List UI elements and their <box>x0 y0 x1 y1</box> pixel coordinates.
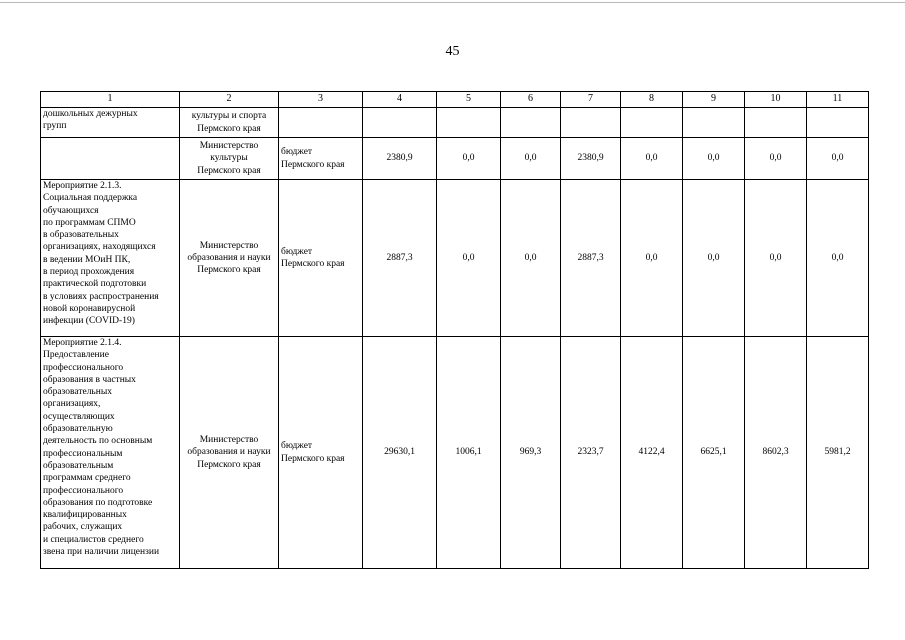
text-line: Министерство <box>199 240 259 251</box>
table-row <box>41 108 869 138</box>
page-number: 45 <box>445 44 460 59</box>
header-row <box>41 92 869 108</box>
text-line: профессиональным <box>43 448 123 459</box>
value-cell: 0,0 <box>683 180 745 337</box>
executor-cell <box>180 180 279 337</box>
text-line: практической подготовки <box>43 279 147 290</box>
text-line: квалифицированных <box>43 510 127 521</box>
table-row <box>41 337 869 569</box>
column-number: 10 <box>745 92 807 108</box>
value-cell: 6625,1 <box>683 337 745 569</box>
text-line: дошкольных дежурных <box>43 109 138 119</box>
column-number: 11 <box>807 92 869 108</box>
text-line: Мероприятие 2.1.4. <box>43 338 122 348</box>
activity-cell <box>41 337 180 569</box>
text-line: Предоставление <box>43 350 109 361</box>
column-number: 5 <box>437 92 501 108</box>
value-cell: 0,0 <box>807 180 869 337</box>
column-number: 3 <box>279 92 363 108</box>
text-line: Пермского края <box>281 159 345 170</box>
text-line: рабочих, служащих <box>43 522 123 533</box>
text-line: образовательную <box>43 424 113 435</box>
text-line: Пермского края <box>281 259 345 269</box>
value-cell <box>501 108 561 138</box>
column-number: 7 <box>561 92 621 108</box>
text-line: Пермского края <box>197 165 261 176</box>
text-line: бюджет <box>281 441 313 452</box>
value-cell: 1006,1 <box>437 337 501 569</box>
executor-cell <box>180 138 279 180</box>
text-line: бюджет <box>281 147 313 158</box>
value-cell: 29630,1 <box>363 337 437 569</box>
text-line: осуществляющих <box>43 411 115 422</box>
text-line: и специалистов среднего <box>43 534 144 545</box>
text-line: инфекции (COVID-19) <box>43 316 135 327</box>
activity-cell <box>41 180 180 337</box>
value-cell: 2380,9 <box>363 138 437 180</box>
value-cell: 0,0 <box>621 138 683 180</box>
value-cell: 0,0 <box>501 180 561 337</box>
executor-cell <box>180 337 279 569</box>
column-number: 6 <box>501 92 561 108</box>
source-cell <box>279 180 363 337</box>
column-number: 1 <box>41 92 180 108</box>
executor-cell <box>180 108 279 138</box>
text-line: в условиях распространения <box>43 291 159 302</box>
value-cell: 2887,3 <box>363 180 437 337</box>
text-line: культуры <box>210 153 248 164</box>
text-line: образования по подготовке <box>43 497 153 508</box>
value-cell <box>807 108 869 138</box>
value-cell: 2323,7 <box>561 337 621 569</box>
column-number: 8 <box>621 92 683 108</box>
value-cell: 4122,4 <box>621 337 683 569</box>
source-cell <box>279 138 363 180</box>
value-cell <box>621 108 683 138</box>
budget-table <box>40 91 869 569</box>
text-line: Министерство <box>199 141 259 152</box>
table-row <box>41 180 869 337</box>
text-line: в ведении МОиН ПК, <box>43 254 131 265</box>
value-cell: 0,0 <box>807 138 869 180</box>
text-line: образовательных <box>43 387 112 398</box>
source-cell <box>279 108 363 138</box>
text-line: Пермского края <box>197 265 261 276</box>
text-line: обучающихся <box>43 205 99 216</box>
text-line: профессионального <box>43 362 124 373</box>
value-cell <box>561 108 621 138</box>
text-line: образования и науки <box>187 252 271 263</box>
text-line: культуры и спорта <box>191 111 267 122</box>
value-cell: 0,0 <box>745 138 807 180</box>
text-line: звена при наличии лицензии <box>43 547 160 558</box>
value-cell: 0,0 <box>437 180 501 337</box>
text-line: образовательным <box>43 460 114 471</box>
value-cell: 2380,9 <box>561 138 621 180</box>
column-number: 9 <box>683 92 745 108</box>
source-cell <box>279 337 363 569</box>
value-cell <box>683 108 745 138</box>
value-cell: 0,0 <box>501 138 561 180</box>
text-line: образования и науки <box>187 447 271 458</box>
text-line: Министерство <box>199 435 259 446</box>
value-cell: 5981,2 <box>807 337 869 569</box>
text-line: Пермского края <box>197 459 261 470</box>
value-cell: 0,0 <box>745 180 807 337</box>
column-number: 4 <box>363 92 437 108</box>
text-line: Пермского края <box>281 453 345 464</box>
value-cell: 0,0 <box>437 138 501 180</box>
value-cell: 8602,3 <box>745 337 807 569</box>
activity-cell <box>41 138 180 180</box>
text-line: по программам СПМО <box>43 217 136 228</box>
text-line: организациях, <box>43 399 101 410</box>
value-cell: 0,0 <box>683 138 745 180</box>
column-number: 2 <box>180 92 279 108</box>
value-cell <box>437 108 501 138</box>
table-row <box>41 138 869 180</box>
text-line: бюджет <box>281 246 313 257</box>
text-line: в образовательных <box>43 230 119 241</box>
text-line: образования в частных <box>43 374 136 385</box>
text-line: профессионального <box>43 485 124 496</box>
text-line: деятельность по основным <box>43 436 153 447</box>
top-scan-rule <box>0 2 905 3</box>
text-line: Социальная поддержка <box>43 193 138 204</box>
text-line: новой коронавирусной <box>43 303 136 314</box>
value-cell: 2887,3 <box>561 180 621 337</box>
text-line: организациях, находящихся <box>43 242 156 253</box>
value-cell: 0,0 <box>621 180 683 337</box>
text-line: Мероприятие 2.1.3. <box>43 181 122 191</box>
value-cell <box>363 108 437 138</box>
value-cell <box>745 108 807 138</box>
text-line: групп <box>43 121 67 132</box>
text-line: программам среднего <box>43 473 131 484</box>
value-cell: 969,3 <box>501 337 561 569</box>
text-line: Пермского края <box>197 123 261 134</box>
activity-cell <box>41 108 180 138</box>
text-line: в период прохождения <box>43 267 135 278</box>
